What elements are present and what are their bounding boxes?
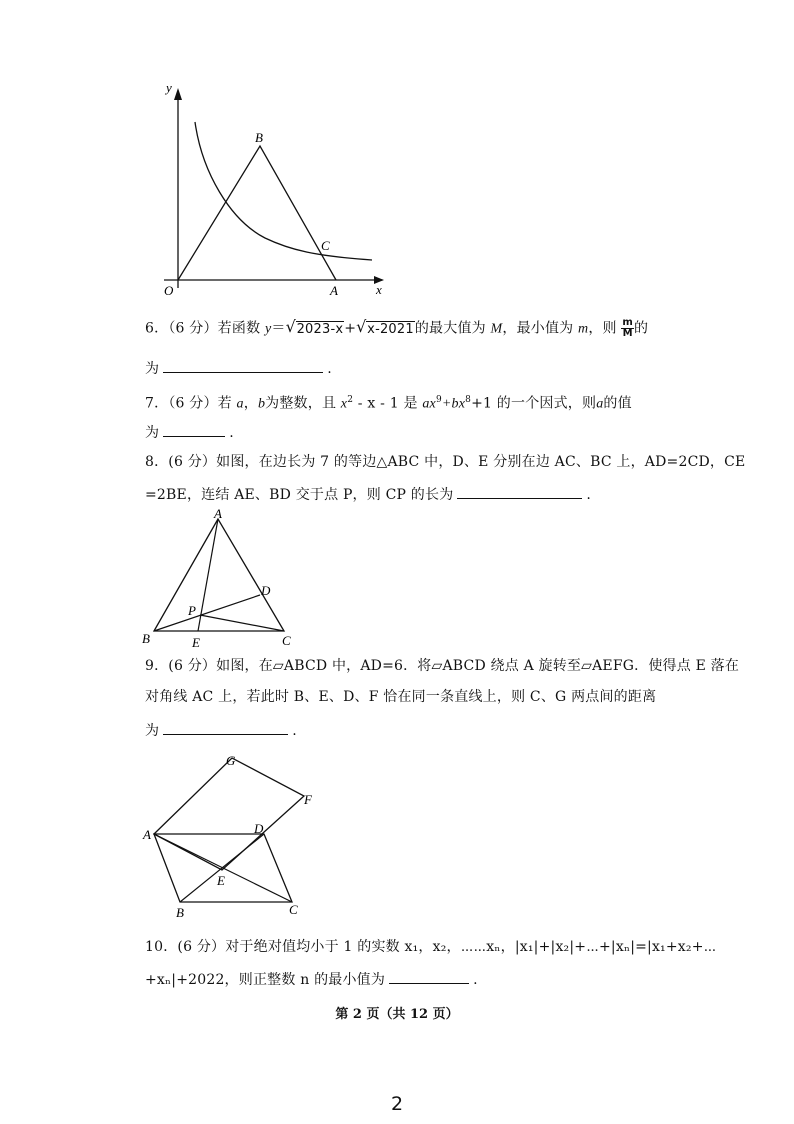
question-9-line-3 <box>145 719 297 741</box>
q6-text-d: ，则 <box>588 320 617 337</box>
question-6-line-2: 为 . <box>145 357 332 379</box>
q8-answer-blank[interactable] <box>457 483 582 499</box>
q7-var-b: b <box>257 396 266 412</box>
label-y: y <box>166 80 172 95</box>
label-A: A <box>330 283 338 298</box>
fig3-label-D: D <box>254 821 264 836</box>
question-9-line-2 <box>145 687 656 707</box>
question-10-line-1 <box>145 937 716 957</box>
q7-number: 7． <box>145 395 169 412</box>
q9-answer-blank[interactable] <box>163 719 288 735</box>
q10-answer-blank[interactable] <box>389 968 469 984</box>
q7-exp8: 8 <box>465 395 472 405</box>
q7-answer-blank[interactable] <box>163 421 225 437</box>
q10-period: . <box>473 972 478 988</box>
q7-var-x: x <box>340 396 348 412</box>
q6-score: （6 分） <box>168 320 218 337</box>
q7-exp9: 9 <box>435 395 442 405</box>
q7-text-c: 的一个因式，则 <box>496 395 597 412</box>
question-7-line-2 <box>145 421 234 443</box>
q8-line1-text: 8．(6 分）如图，在边长为 7 的等边△ABC 中，D、E 分别在边 AC、BC 上，AD=2CD，CE <box>145 454 746 470</box>
q7-line2-text: 为 <box>145 425 160 441</box>
label-B: B <box>255 130 263 145</box>
q7-var-a: a <box>236 396 244 412</box>
q6-plus: + <box>344 320 357 337</box>
q8-line2-text: =2BE，连结 AE、BD 交于点 P，则 CP 的长为 <box>145 487 454 503</box>
q6-eq: ＝ <box>271 320 286 337</box>
q6-sqrt-1: √ 2023-x <box>285 316 344 337</box>
q8-period: . <box>586 487 592 503</box>
label-x: x <box>376 282 382 297</box>
q7-comma: ， <box>243 395 258 412</box>
q10-line2-text: +xₙ|+2022，则正整数 n 的最小值为 <box>145 972 386 988</box>
q6-var-M: M <box>490 321 503 337</box>
fig2-label-C: C <box>282 633 291 648</box>
fig2-label-P: P <box>188 603 196 618</box>
question-8-line-2 <box>145 483 591 505</box>
q7-poly: - x - 1 是 <box>353 395 418 412</box>
fig3-label-A: A <box>143 827 151 842</box>
page-number: 2 <box>390 1093 404 1115</box>
fig3-label-F: F <box>304 792 312 807</box>
q6-text-c: ，最小值为 <box>502 320 574 337</box>
fig2-label-D: D <box>261 583 271 598</box>
q6-answer-blank[interactable] <box>163 357 323 373</box>
q6-text-b: 的最大值为 <box>414 320 486 337</box>
figure-hyperbola-triangle <box>140 80 400 300</box>
q9-line2-text: 对角线 AC 上，若此时 B、E、D、F 恰在同一条直线上，则 C、G 两点间的距离 <box>145 689 657 705</box>
q9-period: . <box>292 723 297 739</box>
q6-var-y: y <box>264 321 272 337</box>
q7-plus1: +1 <box>471 395 493 412</box>
q9-line1-text: 9．(6 分）如图，在▱ABCD 中，AD=6．将▱ABCD 绕点 A 旋转至▱AEFG．使得点 E 落在 <box>145 658 740 674</box>
q6-sqrt-2: √ x-2021 <box>356 316 414 337</box>
q6-text-e: 的 <box>634 320 649 337</box>
q6-var-m: m <box>578 321 589 337</box>
fig3-label-E: E <box>217 873 225 888</box>
q7-text-a: 若 <box>217 395 232 412</box>
q6-number: 6． <box>145 320 169 337</box>
q7-exp2: 2 <box>347 395 354 405</box>
q7-var-a2: a <box>596 396 604 412</box>
q7-text-d: 的值 <box>603 395 632 412</box>
q7-bx: +bx <box>441 396 466 412</box>
q6-line2-text: 为 <box>145 361 160 377</box>
question-9-line-1 <box>145 656 739 676</box>
q7-period: . <box>229 425 234 441</box>
question-8-line-1 <box>145 452 745 472</box>
page-footer: 第 2 页（共 12 页） <box>335 1007 459 1022</box>
q6-text: 若函数 <box>217 320 261 337</box>
label-O: O <box>164 283 174 298</box>
q10-line1-text: 10．(6 分）对于绝对值均小于 1 的实数 x₁，x₂，⋯⋯xₙ，|x₁|+|x₂|+⋯+|xₙ|=|x₁+x₂+⋯ <box>145 939 717 955</box>
q9-line3-text: 为 <box>145 723 160 739</box>
q6-fraction: $\frac{m}{M}$ <box>622 317 634 339</box>
question-6-line-1 <box>145 318 648 340</box>
fig3-label-G: G <box>226 753 236 768</box>
label-C: C <box>321 238 330 253</box>
question-10-line-2 <box>145 968 478 990</box>
fig2-label-B: B <box>142 631 150 646</box>
fig2-label-E: E <box>192 635 200 650</box>
fig2-label-A: A <box>214 506 222 521</box>
fig3-label-C: C <box>289 902 298 917</box>
q7-text-b: 为整数，且 <box>265 395 337 412</box>
fig3-label-B: B <box>176 905 184 920</box>
q7-ax: ax <box>422 396 436 412</box>
figure-equilateral-triangle <box>138 505 308 650</box>
figure-parallelogram-rotation <box>140 748 330 923</box>
question-7-line-1 <box>145 390 632 415</box>
q7-score: （6 分） <box>168 395 218 412</box>
